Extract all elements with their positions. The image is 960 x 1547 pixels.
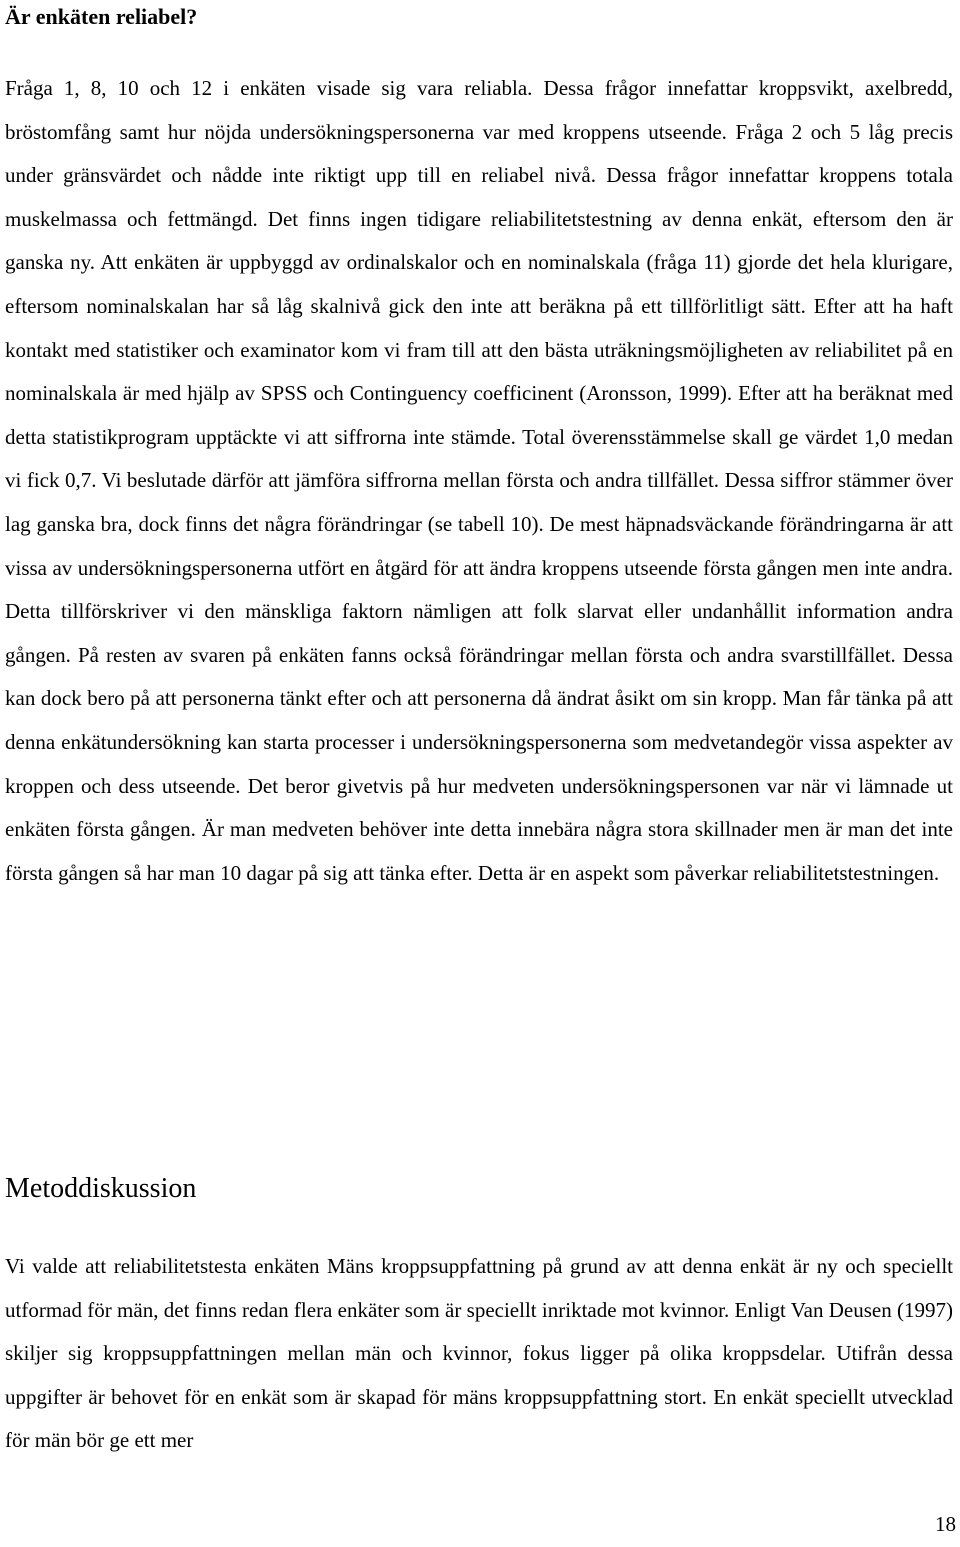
section-heading: Metoddiskussion bbox=[5, 1173, 197, 1204]
body-paragraph-reliability: Fråga 1, 8, 10 och 12 i enkäten visade sig vara reliabla. Dessa frågor innefattar kroppsvikt, axelbredd, bröstomfång samt hur nöjda undersökningspersonerna var med kroppens utseende. Fråga 2 och 5 låg precis under gränsvärdet och nådde inte riktigt upp till en reliabel nivå. Dessa frågor innefattar kroppens totala muskelmassa och fettmängd. Det finns ingen tidigare reliabilitetstestning av denna enkät, eftersom den är ganska ny. Att enkäten är uppbyggd av ordinalskalor och en nominalskala (fråga 11) gjorde det hela klurigare, eftersom nominalskalan har så låg skalnivå gick den inte att beräkna på ett tillförlitligt sätt. Efter att ha haft kontakt med statistiker och examinator kom vi fram till att den bästa uträkningsmöjligheten av reliabilitet på en nominalskala är med hjälp av SPSS och Continguency coefficinent (Aronsson, 1999). Efter att ha beräknat med detta statistikprogram upptäckte vi att siffrorna inte stämde. Total överensstämmelse skall ge värdet 1,0 medan vi fick 0,7. Vi beslutade därför att jämföra siffrorna mellan första och andra tillfället. Dessa siffror stämmer över lag ganska bra, dock finns det några förändringar (se tabell 10). De mest häpnadsväckande förändringarna är att vissa av undersökningspersonerna utfört en åtgärd för att ändra kroppens utseende första gången men inte andra. Detta tillförskriver vi den mänskliga faktorn nämligen att folk slarvat eller undanhållit information andra gången. På resten av svaren på enkäten fanns också förändringar mellan första och andra svarstillfället. Dessa kan dock bero på att personerna tänkt efter och att personerna då ändrat åsikt om sin kropp. Man får tänka på att denna enkätundersökning kan starta processer i undersökningspersonerna som medvetandegör vissa aspekter av kroppen och dess utseende. Det beror givetvis på hur medveten undersökningspersonen var när vi lämnade ut enkäten första gången. Är man medveten behöver inte detta innebära några stora skillnader men är man det inte första gången så har man 10 dagar på sig att tänka efter. Detta är en aspekt som påverkar reliabilitetstestningen. bbox=[5, 76, 953, 885]
subsection-heading: Är enkäten reliabel? bbox=[5, 4, 198, 29]
page-number: 18 bbox=[935, 1512, 956, 1536]
body-paragraph-method-discussion: Vi valde att reliabilitetstesta enkäten Mäns kroppsuppfattning på grund av att denna enkät är ny och speciellt utformad för män, det finns redan flera enkäter som är speciellt inriktade mot kvinnor. Enligt Van Deusen (1997) skiljer sig kroppsuppfattningen mellan män och kvinnor, fokus ligger på olika kroppsdelar. Utifrån dessa uppgifter är behovet för en enkät som är skapad för mäns kroppsuppfattning stort. En enkät speciellt utvecklad för män bör ge ett mer bbox=[5, 1254, 953, 1453]
